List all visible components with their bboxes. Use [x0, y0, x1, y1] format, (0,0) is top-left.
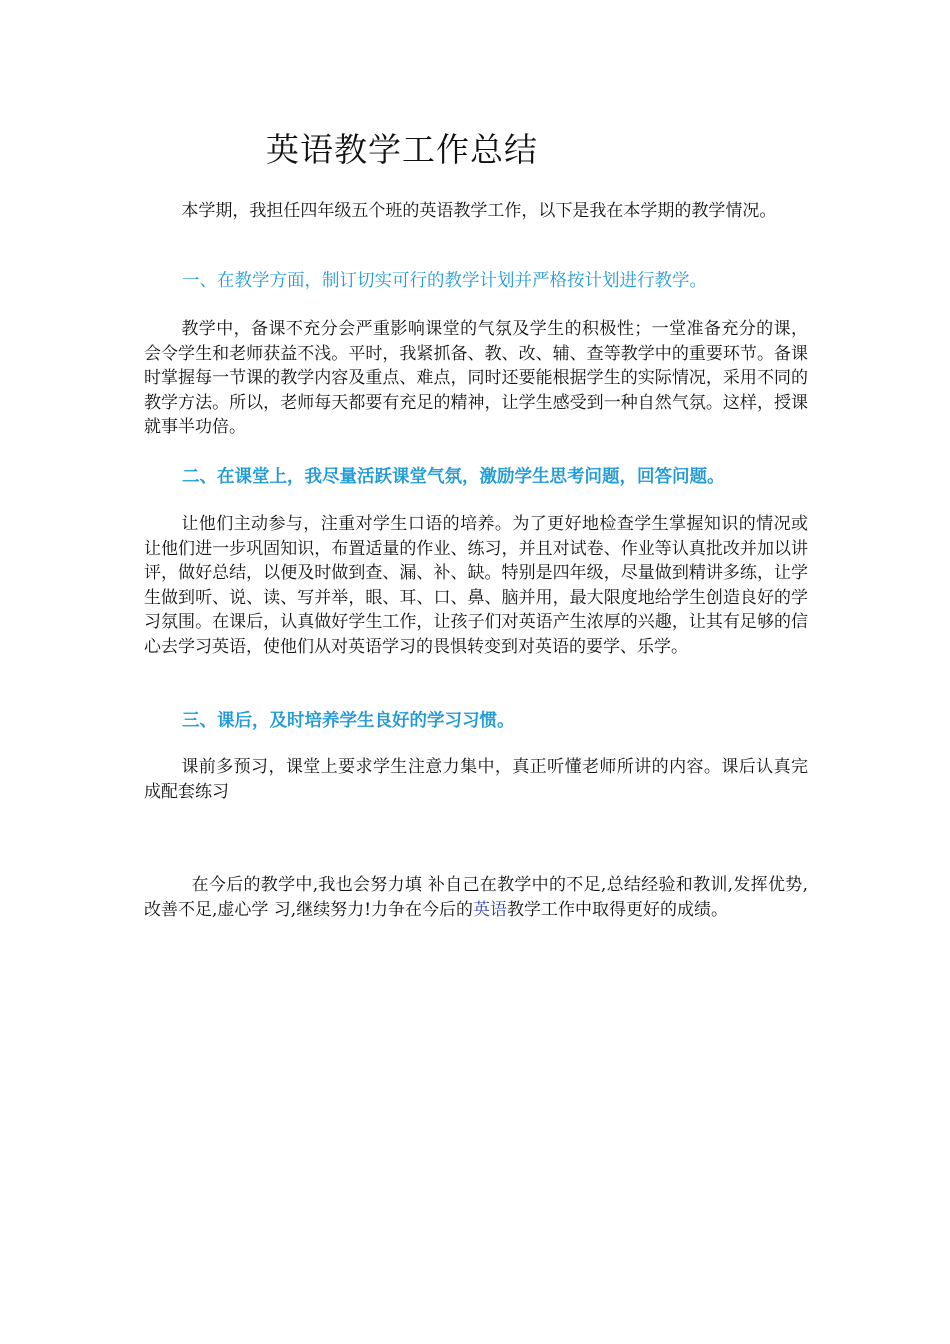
english-link-word[interactable]: 英语: [473, 899, 508, 920]
section-2-heading: 二、在课堂上，我尽量活跃课堂气氛，激励学生思考问题，回答问题。: [182, 467, 725, 487]
section-3-heading: 三、课后，及时培养学生良好的学习习惯。: [182, 711, 515, 731]
intro-paragraph: 本学期，我担任四年级五个班的英语教学工作，以下是我在本学期的教学情况。: [181, 201, 777, 221]
section-1-paragraph: 教学中，备课不充分会严重影响课堂的气氛及学生的积极性；一堂准备充分的课，会令学生和老师获益不浅。平时，我紧抓备、教、改、辅、查等教学中的重要环节。备课时掌握每一节课的教学内容及重点、难点，同时还要能根据学生的实际情况，采用不同的教学方法。所以，老师每天都要有充足的精神，让学生感受到一种自然气氛。这样，授课就事半功倍。: [144, 319, 808, 437]
closing-text-end: 教学工作中取得更好的成绩。: [507, 899, 729, 920]
closing-text-start: 在今后的教学中,我也会努力填 补自己在教学中的不足,总结经验和教训,发挥优势,改善不足,虚心学 习,继续努力!力争在今后的: [144, 875, 808, 920]
section-1-heading: 一、在教学方面，制订切实可行的教学计划并严格按计划进行教学。: [182, 271, 707, 291]
closing-paragraph: [144, 873, 808, 922]
document-title: 英语教学工作总结: [266, 130, 538, 169]
section-3-paragraph: 课前多预习，课堂上要求学生注意力集中，真正听懂老师所讲的内容。课后认真完成配套练习: [144, 757, 808, 802]
section-2-paragraph: 让他们主动参与，注重对学生口语的培养。为了更好地检查学生掌握知识的情况或让他们进一步巩固知识，布置适量的作业、练习，并且对试卷、作业等认真批改并加以讲评，做好总结，以便及时做到查、漏、补、缺。特别是四年级，尽量做到精讲多练，让学生做到听、说、读、写并举，眼、耳、口、鼻、脑并用，最大限度地给学生创造良好的学习氛围。在课后，认真做好学生工作，让孩子们对英语产生浓厚的兴趣，让其有足够的信心去学习英语，使他们从对英语学习的畏惧转变到对英语的要学、乐学。: [144, 514, 808, 657]
